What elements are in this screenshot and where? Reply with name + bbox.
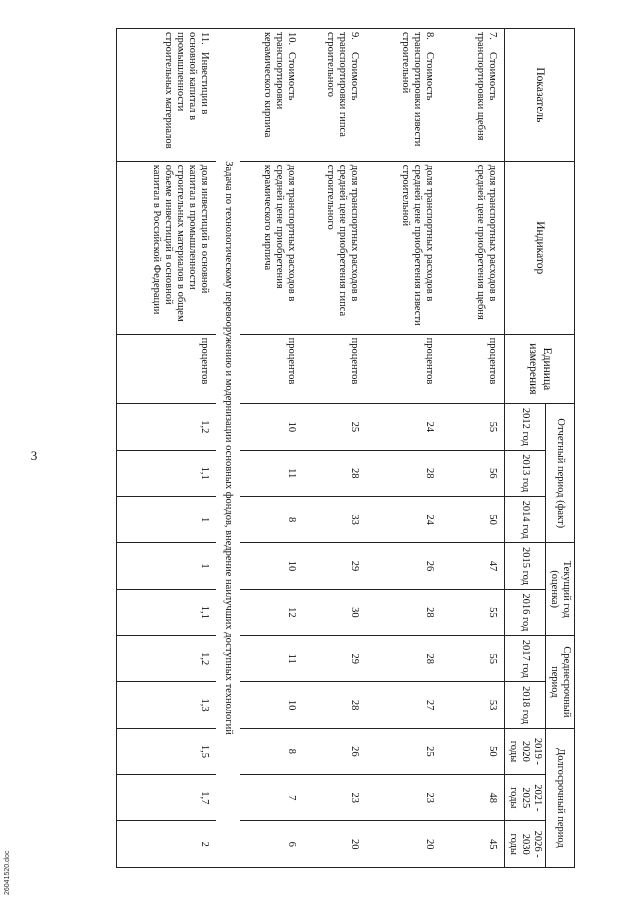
row-metric: доля транспортных расходов в средней цене приобретения керамического кирпича <box>240 161 303 334</box>
row-number: 11. <box>199 32 211 45</box>
row-metric: доля транспортных расходов в средней цене приобретения щебня <box>441 161 504 334</box>
row-value: 23 <box>366 775 441 821</box>
row-value: 30 <box>303 589 366 635</box>
row-value: 25 <box>366 728 441 774</box>
row-value: 1 <box>116 543 216 589</box>
row-value: 11 <box>240 450 303 496</box>
table-row <box>116 29 216 868</box>
section-heading: Задача по технологическому перевооружению и модернизации основных фондов, внедрение наилучших доступных технологий <box>216 29 240 868</box>
row-value: 26 <box>303 728 366 774</box>
row-value: 47 <box>441 543 504 589</box>
row-unit: процентов <box>240 334 303 404</box>
row-value: 48 <box>441 775 504 821</box>
row-value: 1,1 <box>116 589 216 635</box>
header-year: 2019 - 2020 годы <box>504 728 545 774</box>
row-unit: процентов <box>441 334 504 404</box>
page-number: 3 <box>30 448 38 463</box>
header-year: 2018 год <box>504 682 545 728</box>
row-metric: доля транспортных расходов в средней цене приобретения извести строительной <box>366 161 441 334</box>
row-value: 28 <box>366 636 441 682</box>
row-value: 6 <box>240 821 303 868</box>
header-unit: Единица измерения <box>504 334 574 404</box>
row-value: 1,7 <box>116 775 216 821</box>
header-group-midterm: Среднесрочный период <box>545 636 574 729</box>
header-year: 2015 год <box>504 543 545 589</box>
row-indicator-text: Стоимость транспортировки гипса строительного <box>325 32 361 137</box>
row-value: 56 <box>441 450 504 496</box>
row-value: 45 <box>441 821 504 868</box>
row-value: 53 <box>441 682 504 728</box>
row-value: 23 <box>303 775 366 821</box>
row-value: 55 <box>441 404 504 450</box>
header-group-longterm: Долгосрочный период <box>545 728 574 867</box>
indicators-table <box>116 28 575 868</box>
header-metric: Индикатор <box>504 161 574 334</box>
header-row-groups <box>545 29 574 868</box>
row-value: 10 <box>240 404 303 450</box>
row-value: 2 <box>116 821 216 868</box>
header-year: 2012 год <box>504 404 545 450</box>
row-value: 28 <box>303 450 366 496</box>
row-indicator <box>303 29 366 162</box>
row-value: 28 <box>366 589 441 635</box>
table-row <box>441 29 504 868</box>
row-number: 9. <box>349 32 361 40</box>
row-value: 7 <box>240 775 303 821</box>
rotated-page <box>58 0 578 905</box>
table-row <box>240 29 303 868</box>
table-row <box>366 29 441 868</box>
row-value: 50 <box>441 496 504 542</box>
row-indicator-text: Стоимость транспортировки извести строительной <box>400 32 436 147</box>
row-value: 8 <box>240 728 303 774</box>
header-year: 2016 год <box>504 589 545 635</box>
row-value: 50 <box>441 728 504 774</box>
row-value: 20 <box>303 821 366 868</box>
row-indicator <box>366 29 441 162</box>
row-value: 33 <box>303 496 366 542</box>
row-value: 24 <box>366 404 441 450</box>
header-year: 2014 год <box>504 496 545 542</box>
row-metric: доля инвестиций в основной капитал в промышленности строительных материалов в общем объеме инвестиций в основной капитал в Российской Федерации <box>116 161 216 334</box>
row-indicator-text: Стоимость транспортировки керамического кирпича <box>262 32 298 138</box>
row-value: 26 <box>366 543 441 589</box>
row-value: 12 <box>240 589 303 635</box>
row-value: 1,3 <box>116 682 216 728</box>
row-value: 10 <box>240 682 303 728</box>
row-indicator <box>441 29 504 162</box>
row-value: 1 <box>116 496 216 542</box>
row-unit: процентов <box>303 334 366 404</box>
row-value: 10 <box>240 543 303 589</box>
row-value: 27 <box>366 682 441 728</box>
row-indicator-text: Инвестиции в основной капитал в промышленности строительных материалов <box>162 32 211 149</box>
header-year: 2013 год <box>504 450 545 496</box>
row-value: 1,2 <box>116 636 216 682</box>
row-value: 8 <box>240 496 303 542</box>
row-value: 1,5 <box>116 728 216 774</box>
row-number: 10. <box>286 32 298 46</box>
row-value: 25 <box>303 404 366 450</box>
row-value: 28 <box>303 682 366 728</box>
row-unit: процентов <box>116 334 216 404</box>
table-row <box>303 29 366 868</box>
document-footer: 26041520.doc <box>4 850 11 895</box>
row-value: 55 <box>441 589 504 635</box>
header-indicator: Показатель <box>504 29 574 162</box>
header-year: 2017 год <box>504 636 545 682</box>
header-group-current: Текущий год (оценка) <box>545 543 574 636</box>
row-value: 29 <box>303 543 366 589</box>
row-value: 1,1 <box>116 450 216 496</box>
row-value: 1,2 <box>116 404 216 450</box>
row-value: 29 <box>303 636 366 682</box>
row-value: 11 <box>240 636 303 682</box>
row-indicator-text: Стоимость транспортировки щебня <box>474 32 498 141</box>
header-year: 2026 - 2030 годы <box>504 821 545 868</box>
row-value: 24 <box>366 496 441 542</box>
row-metric: доля транспортных расходов в средней цене приобретения гипса строительного <box>303 161 366 334</box>
row-value: 55 <box>441 636 504 682</box>
row-indicator <box>240 29 303 162</box>
row-value: 20 <box>366 821 441 868</box>
header-group-reporting: Отчетный период (факт) <box>545 404 574 543</box>
row-unit: процентов <box>366 334 441 404</box>
row-number: 7. <box>486 32 498 40</box>
section-heading-row <box>216 29 240 868</box>
header-year: 2021 - 2025 годы <box>504 775 545 821</box>
row-value: 28 <box>366 450 441 496</box>
row-number: 8. <box>424 32 436 40</box>
row-indicator <box>116 29 216 162</box>
